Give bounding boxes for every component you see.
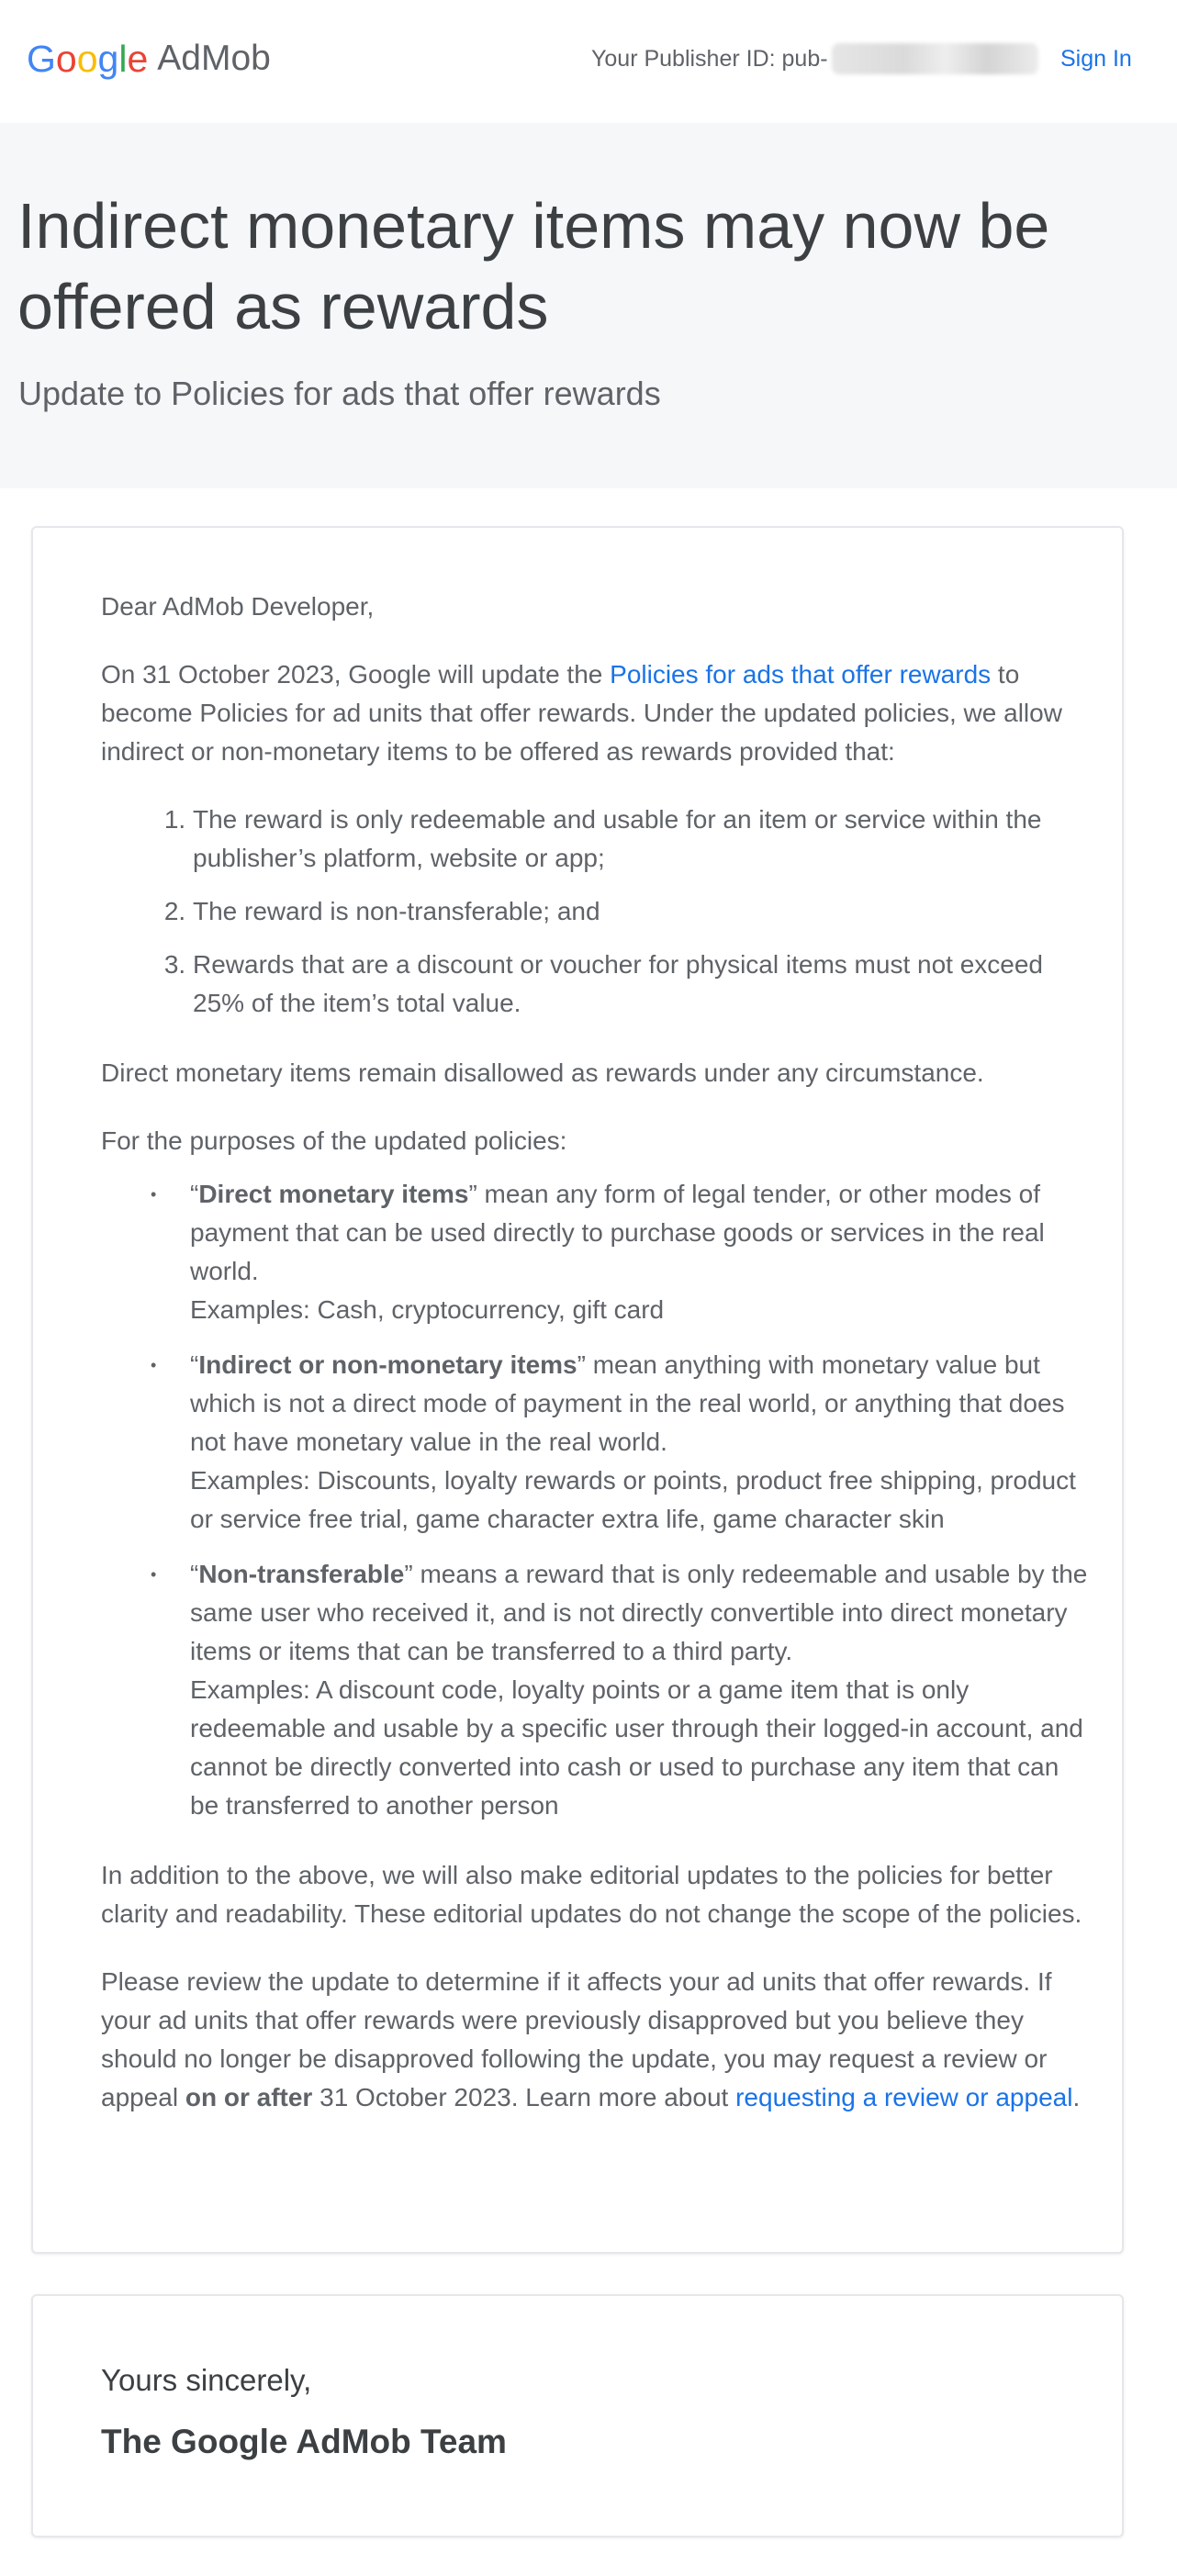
direct-monetary-note: Direct monetary items remain disallowed as rewards under any circumstance. (101, 1058, 984, 1087)
review-text-end: . (1072, 2083, 1081, 2111)
review-paragraph (101, 1963, 1093, 2117)
bullet-icon: • (151, 1185, 157, 1204)
signature-block (101, 2360, 507, 2463)
header (0, 0, 1177, 123)
logo-letter-e: e (127, 37, 149, 80)
policies-link[interactable]: Policies for ads that offer rewards (610, 660, 992, 689)
review-text-middle: 31 October 2023. Learn more about (312, 2083, 736, 2111)
definition-text: ” means a reward that is only redeemable and usable by the same user who received it, and is not directly convertible into direct monetary items or items that can be transferred to a third party. (190, 1560, 1088, 1665)
condition-item: 2. The reward is non-transferable; and (193, 892, 1093, 931)
intro-text-end: to become Policies for ad units that offer rewards. Under the updated policies, we allow indirect or non-monetary items to be offered as rewards provided that: (101, 660, 1062, 766)
definition-text: ” mean any form of legal tender, or other modes of payment that can be used directly to purchase goods or services in the real world. (190, 1180, 1045, 1285)
condition-item: 3. Rewards that are a discount or voucher for physical items must not exceed 25% of the item’s total value. (193, 946, 1093, 1023)
greeting: Dear AdMob Developer, (101, 592, 375, 621)
definition-open-quote: “ (190, 1560, 199, 1588)
definition-item (151, 1346, 1093, 1539)
definition-term: Direct monetary items (198, 1180, 469, 1208)
definition-open-quote: “ (190, 1180, 199, 1208)
publisher-id-redacted (832, 43, 1038, 74)
bullet-icon: • (151, 1565, 157, 1584)
google-admob-logo[interactable] (27, 33, 271, 84)
message-card (31, 526, 1124, 2254)
definition-item (151, 1175, 1093, 1329)
definition-examples: Examples: Cash, cryptocurrency, gift card (190, 1295, 665, 1324)
intro-paragraph (101, 655, 1093, 771)
purposes-intro: For the purposes of the updated policies: (101, 1126, 567, 1155)
review-text-start: Please review the update to determine if it affects your ad units that offer rewards. If your ad units that offer rewards were previously disapproved but you believe they should no longer be disapproved following the update, you may request a review or appeal (101, 1967, 1052, 2111)
hero-banner (0, 123, 1177, 488)
logo-letter-l: l (118, 37, 128, 80)
conditions-list (101, 801, 1093, 1023)
logo-product-name: AdMob (157, 39, 271, 78)
sign-in-link[interactable]: Sign In (1060, 45, 1132, 72)
definition-open-quote: “ (190, 1350, 199, 1379)
condition-item: 1. The reward is only redeemable and usable for an item or service within the publisher’s platform, website or app; (193, 801, 1093, 878)
logo-letter-o2: o (76, 37, 98, 80)
closing-line: Yours sincerely, (101, 2363, 312, 2397)
definition-term: Indirect or non-monetary items (198, 1350, 577, 1379)
definitions-list (101, 1175, 1093, 1825)
definition-item (151, 1555, 1093, 1825)
logo-letter-g: G (27, 37, 56, 80)
team-signature: The Google AdMob Team (101, 2423, 507, 2460)
review-bold-date-qualifier: on or after (185, 2083, 313, 2111)
definition-examples: Examples: A discount code, loyalty points or a game item that is only redeemable and usable by a specific user through their logged-in account, and cannot be directly converted into cash or used to purchase any item that can be transferred to another person (190, 1675, 1083, 1820)
signature-card (31, 2294, 1124, 2537)
publisher-id (591, 40, 1038, 77)
intro-text-start: On 31 October 2023, Google will update the (101, 660, 611, 689)
editorial-paragraph: In addition to the above, we will also make editorial updates to the policies for better clarity and readability. These editorial updates do not change the scope of the policies. (101, 1861, 1082, 1928)
review-appeal-link[interactable]: requesting a review or appeal (735, 2083, 1073, 2111)
publisher-id-label: Your Publisher ID: pub- (591, 45, 828, 72)
page-title: Indirect monetary items may now be offered as rewards (17, 190, 1050, 342)
logo-letter-g2: g (97, 37, 119, 80)
message-body (101, 588, 1093, 2146)
page-subtitle: Update to Policies for ads that offer rewards (18, 375, 661, 412)
definition-text: ” mean anything with monetary value but which is not a direct mode of payment in the real world, or anything that does not have monetary value in the real world. (190, 1350, 1065, 1456)
definition-examples: Examples: Discounts, loyalty rewards or points, product free shipping, product or service free trial, game character extra life, game character skin (190, 1466, 1076, 1533)
logo-letter-o1: o (55, 37, 77, 80)
bullet-icon: • (151, 1356, 157, 1374)
definition-term: Non-transferable (198, 1560, 405, 1588)
